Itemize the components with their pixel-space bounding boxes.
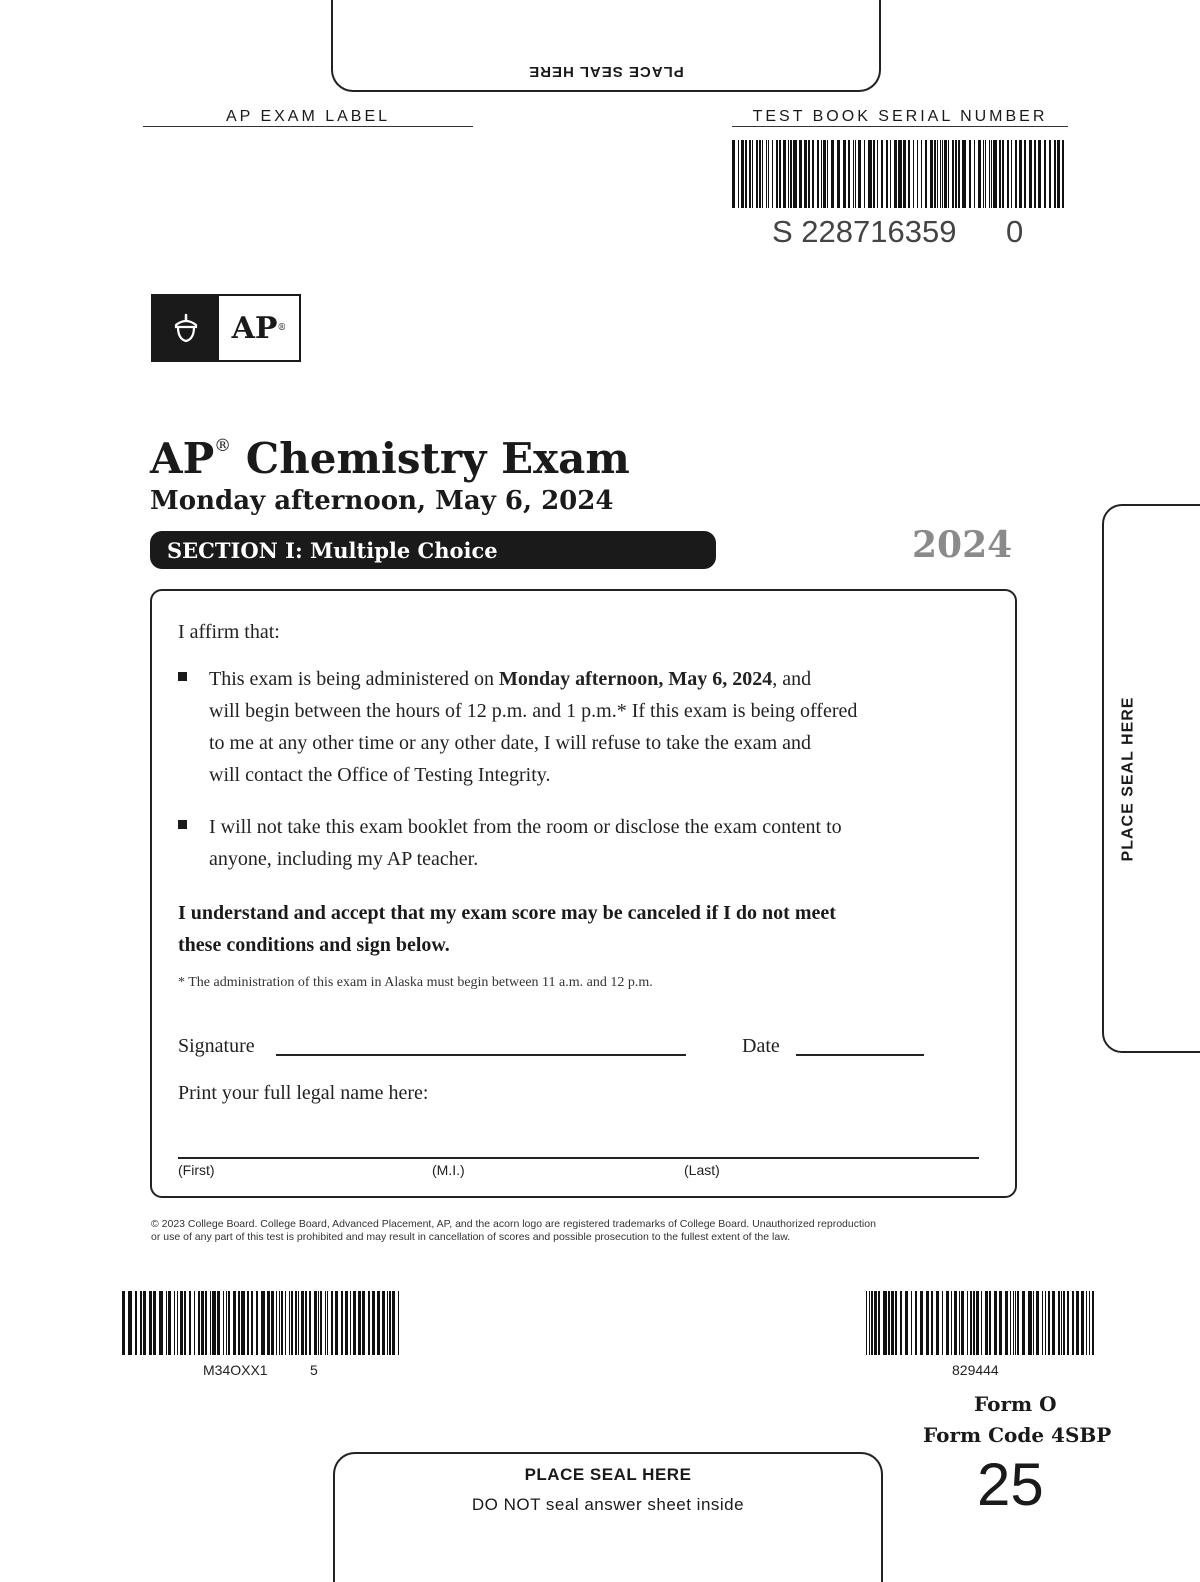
form-barcode-left bbox=[122, 1291, 402, 1355]
copyright-line-2: or use of any part of this test is prohibited and may result in cancellation of scores and possible prosecution to the fullest extent of the law. bbox=[151, 1231, 791, 1243]
date-label: Date bbox=[742, 1035, 780, 1057]
test-book-serial-rule bbox=[732, 126, 1068, 127]
form-number: 25 bbox=[977, 1451, 1044, 1518]
bullet-1-pre: This exam is being administered on bbox=[209, 668, 499, 690]
serial-barcode bbox=[732, 140, 1068, 208]
copyright-line-1: © 2023 College Board. College Board, Advanced Placement, AP, and the acorn logo are registered trademarks of College Board. Unauthorized reproduction bbox=[151, 1218, 876, 1230]
section-label: SECTION I: Multiple Choice bbox=[167, 537, 498, 563]
form-code-label: Form Code 4SBP bbox=[923, 1423, 1112, 1447]
bullet-1-post: , and bbox=[772, 668, 812, 690]
acorn-icon bbox=[153, 296, 219, 360]
top-seal-text: PLACE SEAL HERE bbox=[528, 63, 684, 80]
bullet-1-line-3: to me at any other time or any other date, I will refuse to take the exam and bbox=[209, 732, 812, 754]
test-book-serial-caption: TEST BOOK SERIAL NUMBER bbox=[752, 108, 1048, 125]
ap-logo-text bbox=[219, 296, 299, 360]
form-barcode-right bbox=[866, 1291, 1096, 1355]
exam-title-reg: ® bbox=[214, 436, 232, 456]
serial-number: S 228716359 bbox=[772, 214, 957, 249]
ap-exam-label-caption: AP EXAM LABEL bbox=[225, 108, 391, 125]
bullet-square-icon bbox=[178, 820, 187, 829]
right-barcode-code: 829444 bbox=[952, 1362, 999, 1378]
bold-statement-line-1: I understand and accept that my exam score may be canceled if I do not meet bbox=[178, 902, 836, 924]
bullet-square-icon bbox=[178, 672, 187, 681]
serial-check-digit: 0 bbox=[1006, 214, 1024, 249]
bold-statement-line-2: these conditions and sign below. bbox=[178, 934, 450, 956]
bullet-1-bold: Monday afternoon, May 6, 2024 bbox=[498, 668, 773, 690]
full-name-line[interactable] bbox=[178, 1157, 979, 1159]
last-name-caption: (Last) bbox=[684, 1162, 720, 1178]
ap-logo-reg: ® bbox=[277, 323, 287, 333]
print-name-label: Print your full legal name here: bbox=[178, 1082, 429, 1104]
bullet-1-line-2: will begin between the hours of 12 p.m. and 1 p.m.* If this exam is being offered bbox=[209, 700, 858, 722]
affirm-footnote: * The administration of this exam in Alaska must begin between 11 a.m. and 12 p.m. bbox=[178, 975, 653, 990]
affirm-bold-statement bbox=[178, 897, 836, 961]
bottom-seal-title: PLACE SEAL HERE bbox=[524, 1465, 692, 1484]
bullet-1-line-1 bbox=[209, 663, 857, 695]
exam-title-prefix: AP bbox=[150, 434, 215, 483]
bullet-2-line-2: anyone, including my AP teacher. bbox=[209, 848, 479, 870]
copyright-notice bbox=[151, 1218, 876, 1244]
affirm-intro: I affirm that: bbox=[178, 621, 280, 643]
exam-title-rest: Chemistry Exam bbox=[231, 434, 630, 483]
bottom-seal-subtitle: DO NOT seal answer sheet inside bbox=[471, 1495, 745, 1514]
exam-date-line: Monday afternoon, May 6, 2024 bbox=[150, 486, 614, 516]
bullet-2-line-1: I will not take this exam booklet from the room or disclose the exam content to bbox=[209, 816, 842, 838]
right-seal-area bbox=[1102, 504, 1200, 1053]
exam-year: 2024 bbox=[912, 524, 1013, 566]
ap-logo-letters: AP bbox=[231, 310, 278, 346]
first-name-caption: (First) bbox=[178, 1162, 215, 1178]
ap-exam-label-rule bbox=[143, 126, 473, 127]
exam-title bbox=[150, 434, 630, 483]
affirm-bullet-2 bbox=[178, 811, 842, 875]
affirmation-box bbox=[150, 589, 1017, 1198]
left-barcode-code: M34OXX1 bbox=[203, 1362, 268, 1378]
left-barcode-check: 5 bbox=[310, 1362, 318, 1378]
bottom-seal-area bbox=[333, 1452, 883, 1582]
signature-line[interactable] bbox=[276, 1054, 686, 1056]
affirm-bullet-1 bbox=[178, 663, 857, 791]
ap-logo bbox=[151, 294, 301, 362]
right-seal-text: PLACE SEAL HERE bbox=[1119, 696, 1137, 861]
middle-initial-caption: (M.I.) bbox=[432, 1162, 465, 1178]
top-seal-area bbox=[331, 0, 881, 92]
date-line[interactable] bbox=[796, 1054, 924, 1056]
signature-label: Signature bbox=[178, 1035, 255, 1057]
bullet-1-line-4: will contact the Office of Testing Integrity. bbox=[209, 764, 551, 786]
section-pill bbox=[150, 531, 716, 569]
form-label: Form O bbox=[974, 1392, 1057, 1416]
